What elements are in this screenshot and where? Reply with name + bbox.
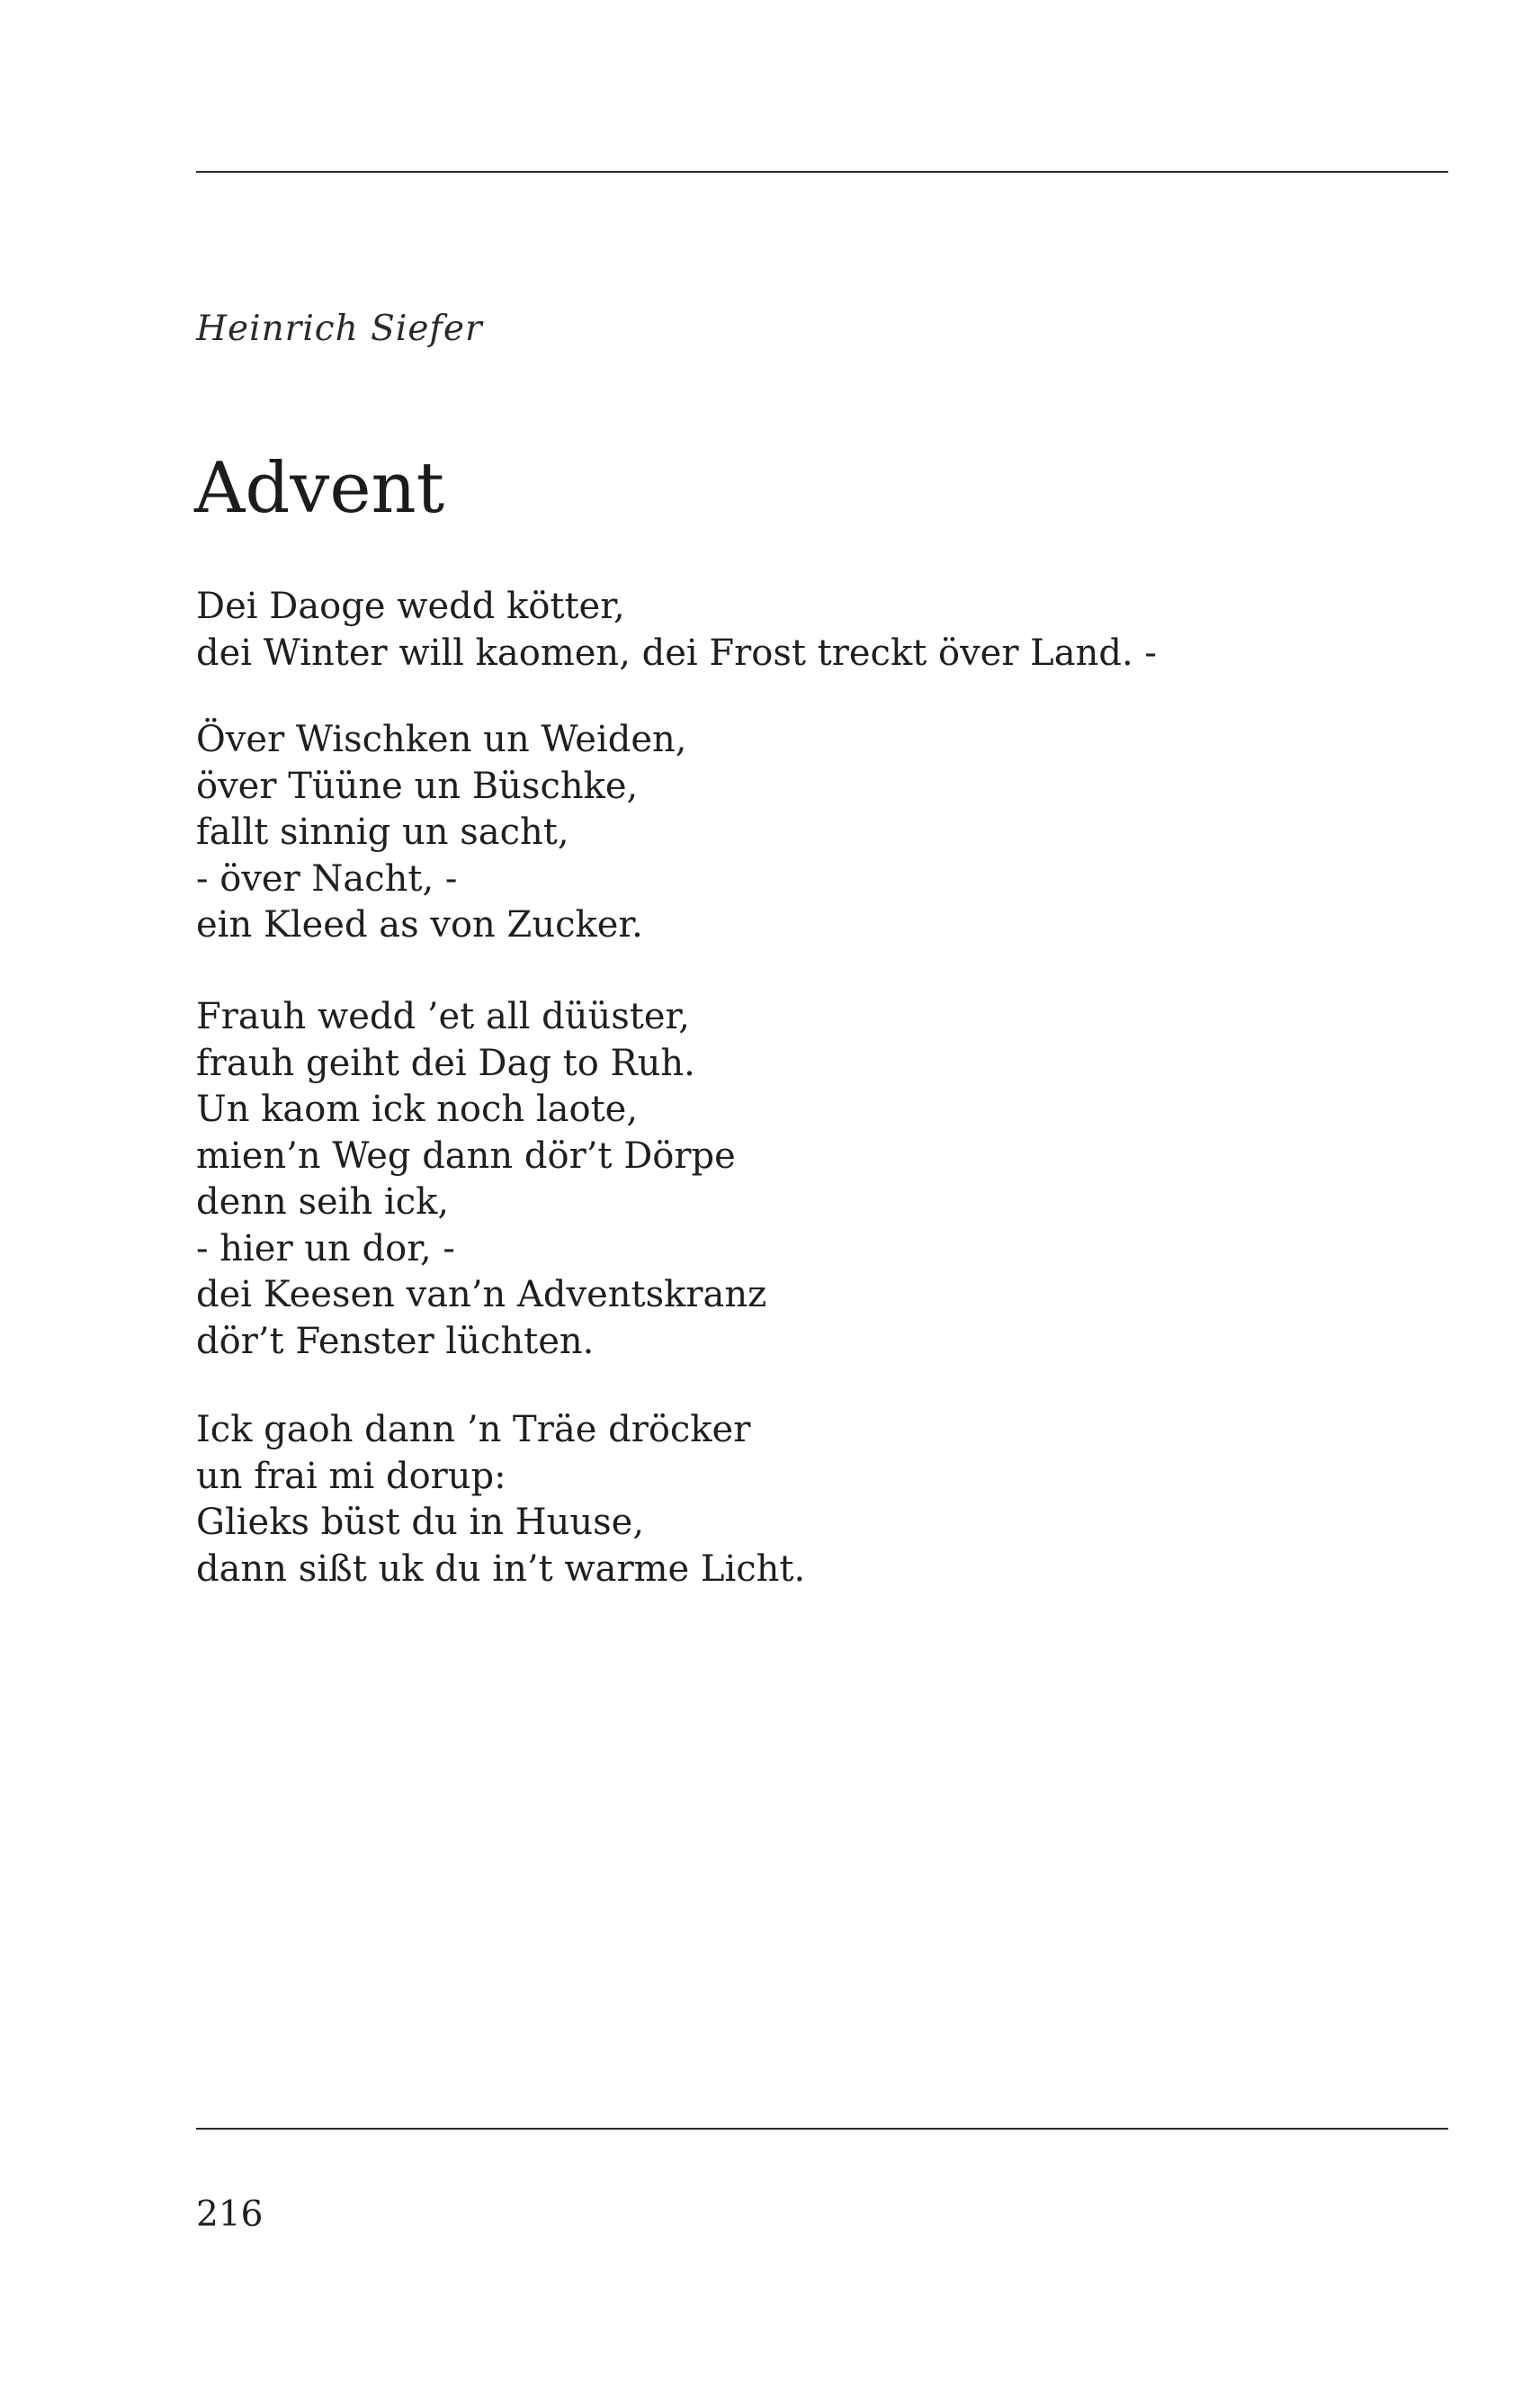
- stanza: [196, 994, 1419, 1365]
- poem-line: Un kaom ick noch laote,: [196, 1089, 639, 1130]
- poem-line: Ick gaoh dann ’n Träe dröcker: [196, 1409, 751, 1450]
- poem-line: denn seih ick,: [196, 1181, 450, 1223]
- poem-line: frauh geiht dei Dag to Ruh.: [196, 1042, 695, 1084]
- poem-line: - över Nacht, -: [196, 857, 458, 900]
- poem-line: Frauh wedd ’et all düüster,: [196, 996, 690, 1037]
- poem-line: dei Winter will kaomen, dei Frost treckt över Land. -: [196, 632, 1157, 674]
- poem-line: fallt sinnig un sacht,: [196, 812, 569, 853]
- poem-line: ein Kleed as von Zucker.: [196, 904, 643, 946]
- bottom-rule: [196, 2128, 1448, 2130]
- poem-title: Advent: [194, 448, 445, 529]
- page-number: 216: [196, 2194, 264, 2235]
- poem-line: mien’n Weg dann dör’t Dörpe: [196, 1135, 736, 1177]
- stanza: [196, 717, 1419, 949]
- author-name: Heinrich Siefer: [196, 309, 483, 349]
- poem-line: dör’t Fenster lüchten.: [196, 1320, 595, 1362]
- poem-line: - hier un dor, -: [196, 1227, 455, 1269]
- poem-line: Glieks büst du in Huuse,: [196, 1502, 645, 1543]
- poem-line: över Tüüne un Büschke,: [196, 765, 639, 807]
- poem-line: Dei Daoge wedd kötter,: [196, 586, 625, 627]
- top-rule: [196, 171, 1448, 173]
- stanza: [196, 584, 1419, 677]
- poem-line: dei Keesen van’n Adventskranz: [196, 1274, 767, 1315]
- poem-line: un frai mi dorup:: [196, 1455, 506, 1497]
- stanza: [196, 1407, 1419, 1592]
- poem-line: Över Wischken un Weiden,: [196, 719, 687, 760]
- poem-line: dann sißt uk du in’t warme Licht.: [196, 1547, 806, 1590]
